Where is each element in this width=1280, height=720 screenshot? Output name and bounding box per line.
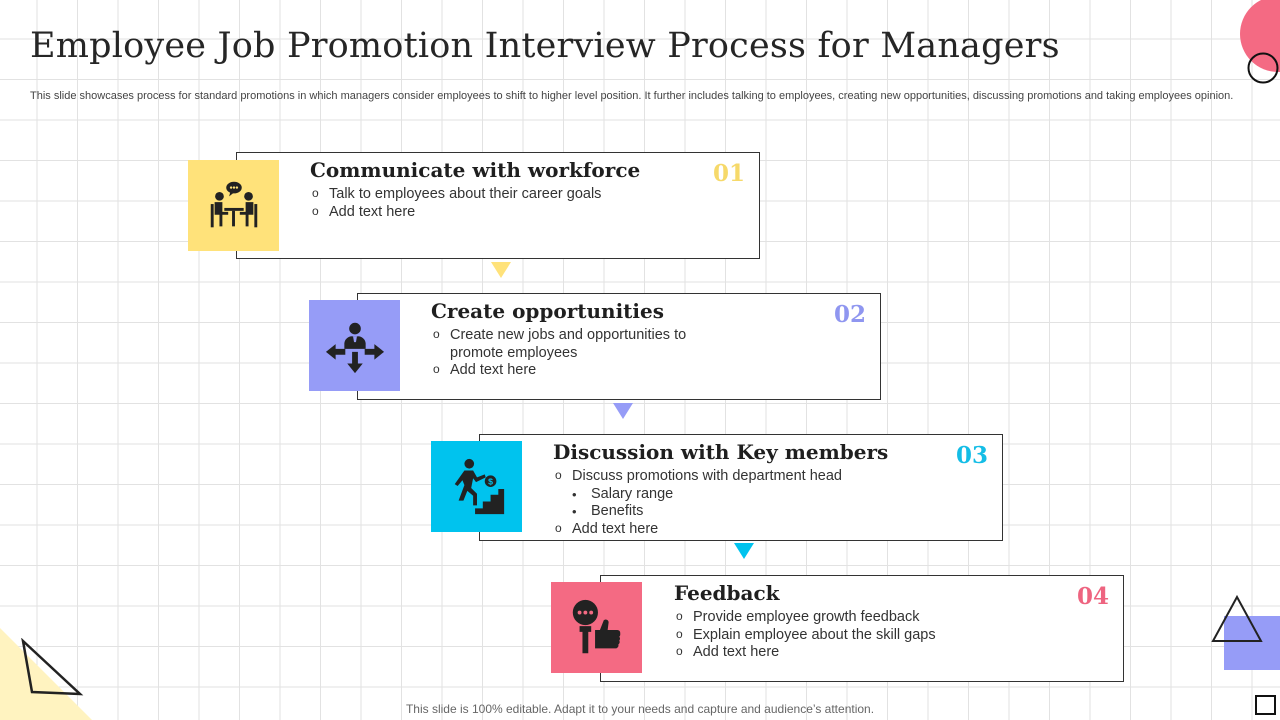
list-item: o Add text here [431, 362, 691, 380]
list-item: o Add text here [553, 521, 933, 539]
feedback-thumbs-up-icon [566, 597, 628, 659]
list-item: o Discuss promotions with department head [553, 468, 933, 486]
slide-title: Employee Job Promotion Interview Process for Managers [30, 26, 1060, 66]
slide-subtitle: This slide showcases process for standard promotions in which managers consider employees to shift to higher level position. It further includes talking to employees, creating new opportunities, discussing promotions and taking employees opinion. [30, 90, 1234, 102]
step-4-card [600, 575, 1124, 682]
list-item: o Talk to employees about their career goals [310, 186, 690, 204]
list-item: o Add text here [310, 204, 690, 222]
step-1-icon-tile [188, 160, 279, 251]
step-3-list [553, 468, 933, 538]
svg-text:$: $ [487, 476, 493, 487]
step-4-list [674, 609, 1054, 662]
step-3-number: 03 [955, 442, 988, 469]
slide-footer: This slide is 100% editable. Adapt it to your needs and capture and audience’s attention. [405, 702, 875, 716]
person-directions-icon [324, 315, 386, 377]
list-item: o Add text here [674, 644, 1054, 662]
outline-circle-icon [1246, 51, 1280, 85]
step-4-icon-tile [551, 582, 642, 673]
step-1-number: 01 [712, 160, 745, 187]
list-item: • Benefits [553, 503, 933, 521]
step-2-icon-tile [309, 300, 400, 391]
climbing-stairs-icon [446, 456, 508, 518]
step-2-connector [613, 403, 633, 419]
step-3-heading: Discussion with Key members [553, 440, 889, 464]
step-1-card [236, 152, 760, 259]
outline-triangle-icon [20, 638, 84, 698]
step-2-list [431, 327, 691, 380]
step-2-card [357, 293, 881, 400]
list-item: o Provide employee growth feedback [674, 609, 1054, 627]
step-1-heading: Communicate with workforce [310, 158, 641, 182]
step-4-number: 04 [1076, 583, 1109, 610]
list-item: • Salary range [553, 486, 933, 504]
outline-triangle-right-icon [1210, 594, 1264, 644]
step-1-connector [491, 262, 511, 278]
step-3-card [479, 434, 1003, 541]
step-1-list [310, 186, 690, 221]
meeting-people-icon [203, 175, 265, 237]
step-2-heading: Create opportunities [431, 299, 664, 323]
list-item: o Create new jobs and opportunities to promote employees [431, 327, 691, 362]
list-item: o Explain employee about the skill gaps [674, 627, 1054, 645]
step-2-number: 02 [833, 301, 866, 328]
step-3-connector [734, 543, 754, 559]
step-4-heading: Feedback [674, 581, 780, 605]
step-3-icon-tile [431, 441, 522, 532]
